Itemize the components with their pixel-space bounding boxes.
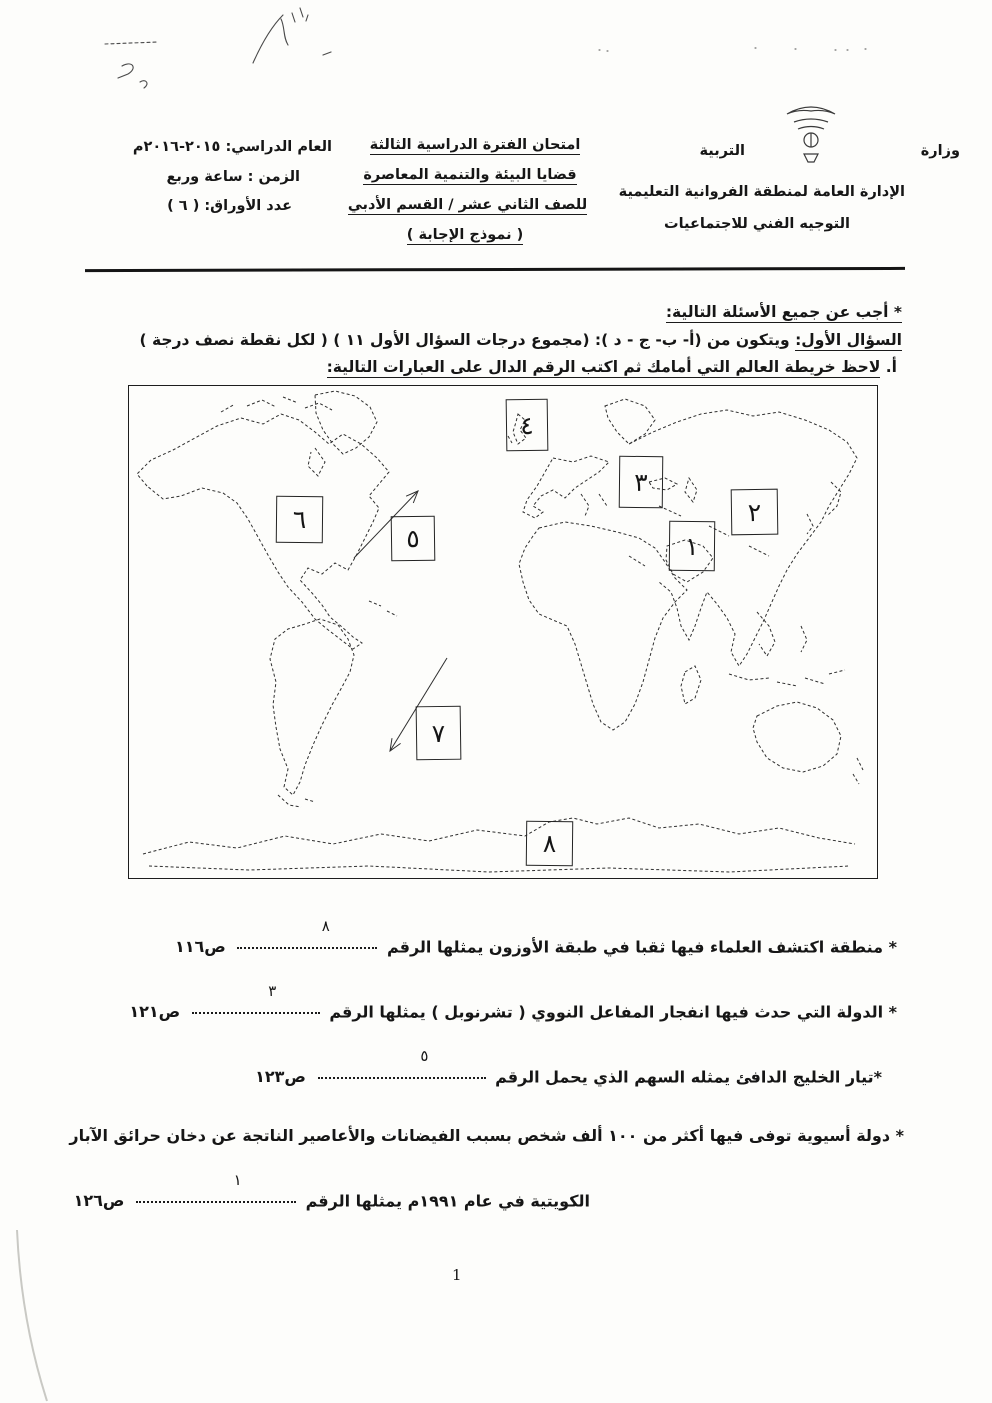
header-divider <box>85 267 905 272</box>
answer-number: ٣ <box>268 982 277 1001</box>
handwriting-marks <box>245 5 365 75</box>
answer-blank <box>136 1171 296 1203</box>
handwriting-marks-left <box>100 38 200 103</box>
exam-grade-line <box>335 197 600 213</box>
map-marker-label: ٣ <box>634 467 648 497</box>
question-text-continued: الكويتية في عام ١٩٩١م يمثلها الرقم <box>305 1191 590 1211</box>
map-marker-6 <box>276 496 323 543</box>
continent-asia <box>629 410 857 666</box>
exam-period-line <box>355 137 595 153</box>
question-text: * دولة أسيوية توفى فيها أكثر من ١٠٠ ألف شخص بسبب الفيضانات والأعاصير الناتجة عن دخان حرائق الآبار <box>69 1126 904 1145</box>
region-europe <box>523 456 609 518</box>
map-marker-5 <box>391 516 436 562</box>
map-marker-label: ٦ <box>292 504 307 535</box>
continent-australia <box>753 702 841 772</box>
exam-period-text: امتحان الفترة الدراسية الثالثة <box>369 137 581 153</box>
map-marker-label: ٧ <box>431 718 446 748</box>
question-one-composition: ويتكون من (أ- ب- ج - د ): (مجموع درجات السؤال الأول ١١ ) ( لكل نقطة نصف درجة ) <box>139 331 790 349</box>
continent-antarctica <box>143 818 855 872</box>
question-chernobyl-country <box>129 982 897 1022</box>
map-marker-1 <box>669 521 716 571</box>
world-map <box>128 385 878 879</box>
answer-blank <box>318 1047 486 1079</box>
map-marker-4 <box>506 399 549 452</box>
continent-south-america <box>270 619 354 807</box>
map-marker-label: ٨ <box>542 828 557 859</box>
answer-number: ٨ <box>321 917 330 936</box>
part-a-instruction <box>327 358 897 376</box>
exam-grade-text: للصف الثاني عشر / القسم الأدبي <box>347 197 588 213</box>
ministry-name-left: التربية <box>699 143 745 159</box>
question-text: *تيار الخليج الدافئ يمثله السهم الذي يحمل الرقم <box>495 1067 882 1087</box>
answer-all-instruction <box>666 303 902 321</box>
answer-number: ٥ <box>420 1047 429 1066</box>
map-marker-7 <box>416 706 462 761</box>
answer-blank <box>192 982 320 1014</box>
map-marker-8 <box>526 821 573 866</box>
map-marker-2 <box>731 489 779 536</box>
ministry-name-right: وزارة <box>920 143 960 159</box>
arctic-islands <box>221 397 332 412</box>
answer-all-text: * أجب عن جميع الأسئلة التالية: <box>665 303 902 321</box>
ministry-emblem-icon <box>782 100 840 168</box>
map-marker-3 <box>619 456 664 508</box>
part-a-text: لاحظ خريطة العالم التي أمامك ثم اكتب الرقم الدال على العبارات التالية: <box>326 358 881 376</box>
page-number: 1 <box>452 1266 462 1284</box>
map-marker-label: ٥ <box>406 523 420 554</box>
region-indochina <box>757 612 807 656</box>
map-marker-label: ٢ <box>747 497 762 527</box>
island-madagascar <box>681 666 701 704</box>
map-marker-label: ٤ <box>520 410 534 440</box>
page-curl-line <box>5 1225 65 1403</box>
hudson-bay <box>308 448 325 476</box>
world-map-outline <box>129 386 877 878</box>
map-marker-label: ١ <box>685 531 699 561</box>
page-reference: ص١٢٦ <box>73 1191 125 1211</box>
question-asian-country-line2 <box>73 1171 590 1211</box>
question-text: * منطقة اكتشف العلماء فيها ثقبا في طبقة الأوزون يمثلها الرقم <box>386 937 897 957</box>
islands-new-zealand <box>853 758 863 784</box>
sheet-count-line: عدد الأوراق: ( ٦ ) <box>167 198 292 214</box>
exam-subject-line <box>340 167 600 183</box>
department-line: الإدارة العامة لمنطقة الفروانية التعليمية <box>618 184 905 200</box>
exam-time-line: الزمن : ساعة وربع <box>166 169 300 185</box>
question-gulf-stream <box>255 1047 882 1087</box>
island-japan <box>807 482 841 534</box>
island-greenland <box>315 391 377 454</box>
region-scandinavia <box>605 399 655 444</box>
continent-north-america <box>137 414 389 649</box>
question-one-title: السؤال الأول: <box>795 331 902 349</box>
answer-blank <box>237 917 377 949</box>
question-one-header <box>140 331 902 349</box>
islands-indonesia <box>729 670 845 686</box>
answer-model-text: ( نموذج الإجابة ) <box>406 227 524 243</box>
page-reference: ص١٢١ <box>129 1002 181 1022</box>
page-reference: ص١٢٣ <box>255 1067 306 1087</box>
exam-subject-text: قضايا البيئة والتنمية المعاصرة <box>363 167 577 183</box>
answer-number: ١ <box>233 1171 242 1190</box>
question-ozone-region <box>174 917 897 957</box>
continent-africa <box>519 522 687 730</box>
academic-year-line: العام الدراسي: ٢٠١٥-٢٠١٦م <box>132 139 332 155</box>
guidance-line: التوجيه الفني للاجتماعيات <box>664 216 850 232</box>
question-asian-country-line1 <box>69 1126 904 1145</box>
stray-dots <box>595 42 885 62</box>
question-text: * الدولة التي حدث فيها انفجار المفاعل النووي ( تشرنوبل ) يمثلها الرقم <box>329 1002 897 1022</box>
caribbean-islands <box>369 601 397 616</box>
part-a-label: أ. <box>885 358 897 376</box>
page-reference: ص١١٦ <box>174 937 226 957</box>
answer-model-line <box>375 227 555 243</box>
